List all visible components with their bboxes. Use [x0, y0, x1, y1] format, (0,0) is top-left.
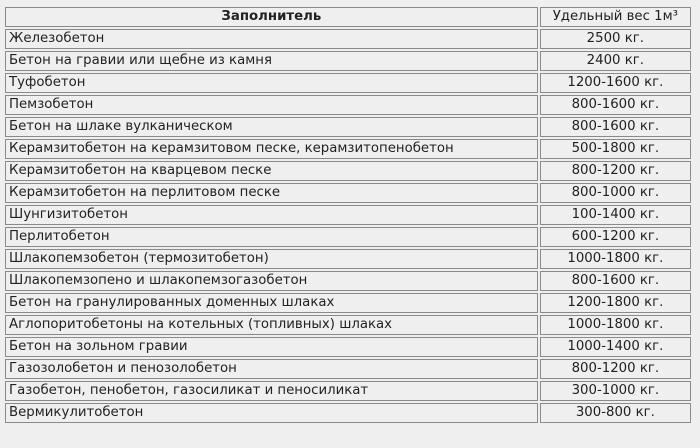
filler-name-cell: Бетон на шлаке вулканическом [5, 117, 538, 137]
table-row [5, 73, 691, 93]
table-row [5, 51, 691, 71]
weight-value-cell: 300-800 кг. [540, 403, 691, 423]
table-body [5, 29, 691, 423]
table-row [5, 95, 691, 115]
table-row [5, 117, 691, 137]
table-row [5, 381, 691, 401]
weight-value-cell: 1000-1400 кг. [540, 337, 691, 357]
weight-value-cell: 1200-1800 кг. [540, 293, 691, 313]
table-row [5, 249, 691, 269]
table-header-row [5, 7, 691, 27]
weight-value-cell: 800-1000 кг. [540, 183, 691, 203]
weight-value-cell: 300-1000 кг. [540, 381, 691, 401]
table-row [5, 337, 691, 357]
weight-value-cell: 800-1600 кг. [540, 117, 691, 137]
filler-name-cell: Керамзитобетон на керамзитовом песке, керамзитопенобетон [5, 139, 538, 159]
filler-name-cell: Аглопоритобетоны на котельных (топливных) шлаках [5, 315, 538, 335]
table-row [5, 227, 691, 247]
filler-name-cell: Шлакопемзопено и шлакопемзогазобетон [5, 271, 538, 291]
table-row [5, 183, 691, 203]
weight-value-cell: 800-1200 кг. [540, 161, 691, 181]
filler-name-cell: Бетон на гравии или щебне из камня [5, 51, 538, 71]
filler-name-cell: Бетон на зольном гравии [5, 337, 538, 357]
filler-name-cell: Туфобетон [5, 73, 538, 93]
weight-value-cell: 2500 кг. [540, 29, 691, 49]
filler-name-cell: Керамзитобетон на перлитовом песке [5, 183, 538, 203]
column-header-weight: Удельный вес 1м³ [540, 7, 691, 27]
weight-value-cell: 500-1800 кг. [540, 139, 691, 159]
filler-name-cell: Шлакопемзобетон (термозитобетон) [5, 249, 538, 269]
table-row [5, 29, 691, 49]
filler-name-cell: Газозолобетон и пенозолобетон [5, 359, 538, 379]
concrete-density-table [3, 5, 693, 425]
weight-value-cell: 600-1200 кг. [540, 227, 691, 247]
table-row [5, 315, 691, 335]
filler-name-cell: Керамзитобетон на кварцевом песке [5, 161, 538, 181]
column-header-filler: Заполнитель [5, 7, 538, 27]
table-row [5, 359, 691, 379]
table-row [5, 139, 691, 159]
weight-value-cell: 800-1200 кг. [540, 359, 691, 379]
weight-value-cell: 1200-1600 кг. [540, 73, 691, 93]
weight-value-cell: 800-1600 кг. [540, 271, 691, 291]
filler-name-cell: Газобетон, пенобетон, газосиликат и пеносиликат [5, 381, 538, 401]
filler-name-cell: Бетон на гранулированных доменных шлаках [5, 293, 538, 313]
table-row [5, 271, 691, 291]
table-row [5, 293, 691, 313]
weight-value-cell: 1000-1800 кг. [540, 249, 691, 269]
weight-value-cell: 1000-1800 кг. [540, 315, 691, 335]
weight-value-cell: 100-1400 кг. [540, 205, 691, 225]
weight-value-cell: 2400 кг. [540, 51, 691, 71]
filler-name-cell: Перлитобетон [5, 227, 538, 247]
table-row [5, 205, 691, 225]
filler-name-cell: Железобетон [5, 29, 538, 49]
filler-name-cell: Шунгизитобетон [5, 205, 538, 225]
table-row [5, 403, 691, 423]
filler-name-cell: Пемзобетон [5, 95, 538, 115]
table-row [5, 161, 691, 181]
filler-name-cell: Вермикулитобетон [5, 403, 538, 423]
weight-value-cell: 800-1600 кг. [540, 95, 691, 115]
